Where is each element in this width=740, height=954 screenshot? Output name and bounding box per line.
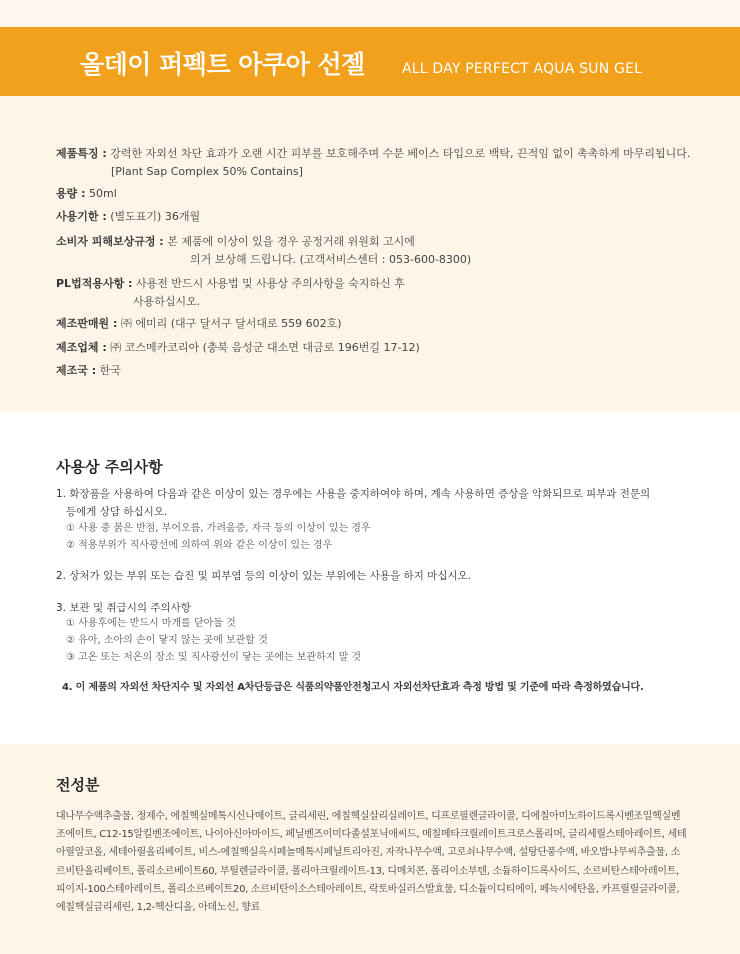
features-text-2: [Plant Sap Complex 50% Contains] [111,165,303,178]
features-row [56,144,690,163]
seller-value: ㈜ 에미리 (대구 달서구 달서대로 559 602호) [120,317,342,330]
pl-row-2 [133,292,200,311]
consumer-text: 본 제품에 이상이 있을 경우 공정거래 위원회 고시에 [167,235,415,248]
ingredients-section [0,744,740,954]
caution-item-2: 2. 상처가 있는 부위 또는 습진 및 피부염 등의 이상이 있는 부위에는 사용을 하지 마십시오. [56,570,472,582]
product-title-english: ALL DAY PERFECT AQUA SUN GEL [402,61,643,77]
consumer-label: 소비자 피해보상규정 : [56,235,164,248]
caution-item-1-sub-2: ② 적용부위가 직사광선에 의하여 위와 같은 이상이 있는 경우 [66,540,333,551]
features-row-2 [111,162,303,181]
caution-item-3-sub-2: ② 유아, 소아의 손이 닿지 않는 곳에 보관할 것 [66,635,268,646]
product-title-korean: 올데이 퍼펙트 아쿠아 선젤 [80,50,365,79]
volume-value: 50ml [88,187,117,200]
expiry-row [56,207,200,226]
pl-text-2: 사용하십시오. [133,295,201,308]
ingredients-title: 전성분 [56,776,100,794]
pl-label: PL법적용사항 : [56,277,133,290]
expiry-value: (별도표기) 36개월 [110,210,201,223]
caution-section [0,412,740,744]
features-label: 제품특징 : [56,147,107,160]
consumer-row-2 [190,250,471,269]
country-value: 한국 [99,364,121,377]
caution-item-1: 1. 화장품을 사용하여 다음과 같은 이상이 있는 경우에는 사용을 중지하여야 하며, 계속 사용하면 증상을 악화되므로 피부과 전문의 [56,488,651,500]
title-banner [0,27,740,96]
caution-item-1-cont: 등에게 상담 하십시오. [66,506,168,518]
consumer-text-2: 의거 보상해 드립니다. (고객서비스센터 : 053-600-8300) [190,253,472,266]
seller-row [56,314,342,333]
volume-row [56,184,117,203]
caution-item-1-sub-1: ① 사용 중 붉은 반점, 부어오름, 가려움증, 자극 등의 이상이 있는 경우 [66,523,371,534]
maker-label: 제조업체 : [56,341,107,354]
volume-label: 용량 : [56,187,86,200]
seller-label: 제조판매원 : [56,317,118,330]
country-row [56,361,121,380]
pl-row [56,274,405,293]
caution-item-4: 4. 이 제품의 자외선 차단지수 및 자외선 A차단등급은 식품의약품안전청고시 자외선차단효과 측정 방법 및 기준에 따라 측정하였습니다. [62,682,644,693]
country-label: 제조국 : [56,364,97,377]
maker-value: ㈜ 코스메카코리아 (충북 음성군 대소면 대금로 196번길 17-12) [110,341,420,354]
features-text: 강력한 자외선 차단 효과가 오랜 시간 피부를 보호해주며 수분 베이스 타입으로 백탁, 끈적임 없이 촉촉하게 마무리됩니다. [110,147,691,160]
caution-item-3: 3. 보관 및 취급시의 주의사항 [56,602,191,614]
ingredients-list: 대나무수액추출물, 정제수, 에칠헥실메톡시신나메이트, 글리세린, 에칠헥실살리실레이트, 디프로필렌글라이콜, 디에칠아미노하이드록시벤조일헥실벤조에이트, C12-15알킬벤조에이트, 나이아신아마이드, 페닐벤즈이미다졸설포닉애씨드, 메칠메타크릴레이트크로스폴리머, 글리세릴스테아레이트, 세테아릴알코올, 세테아릴올리베이트, 비스-에칠헥실옥시페놀메톡시페닐트리아진, 자작나무수액, 고로쇠나무수액, 설탕단풍수액, 바오밥나무씨추출물, 소르비탄올리베이트, 폴리소르베이트60, 부틸렌글라이콜, 폴리아크릴레이트-13, 디메치콘, 폴리이소부텐, 소듐하이드록사이드, 소르비탄스테아레이트, 피이지-100스테아레이트, 폴리소르베이트20, 소르비탄이소스테아레이트, 락토바실러스발효물, 디소듐이디티에이, 페녹시에탄올, 카프릴릴글라이콜, 에칠헥실글리세린, 1,2-헥산디올, 아데노신, 향료 [56,811,687,914]
product-info-section [0,96,740,412]
caution-item-3-sub-3: ③ 고온 또는 저온의 장소 및 직사광선이 닿는 곳에는 보관하지 말 것 [66,652,362,663]
caution-item-3-sub-1: ① 사용후에는 반드시 마개를 닫아둘 것 [66,618,236,629]
caution-title: 사용상 주의사항 [56,458,163,476]
consumer-row [56,232,415,251]
expiry-label: 사용기한 : [56,210,107,223]
maker-row [56,338,420,357]
pl-text: 사용전 반드시 사용법 및 사용상 주의사항을 숙지하신 후 [135,277,405,290]
